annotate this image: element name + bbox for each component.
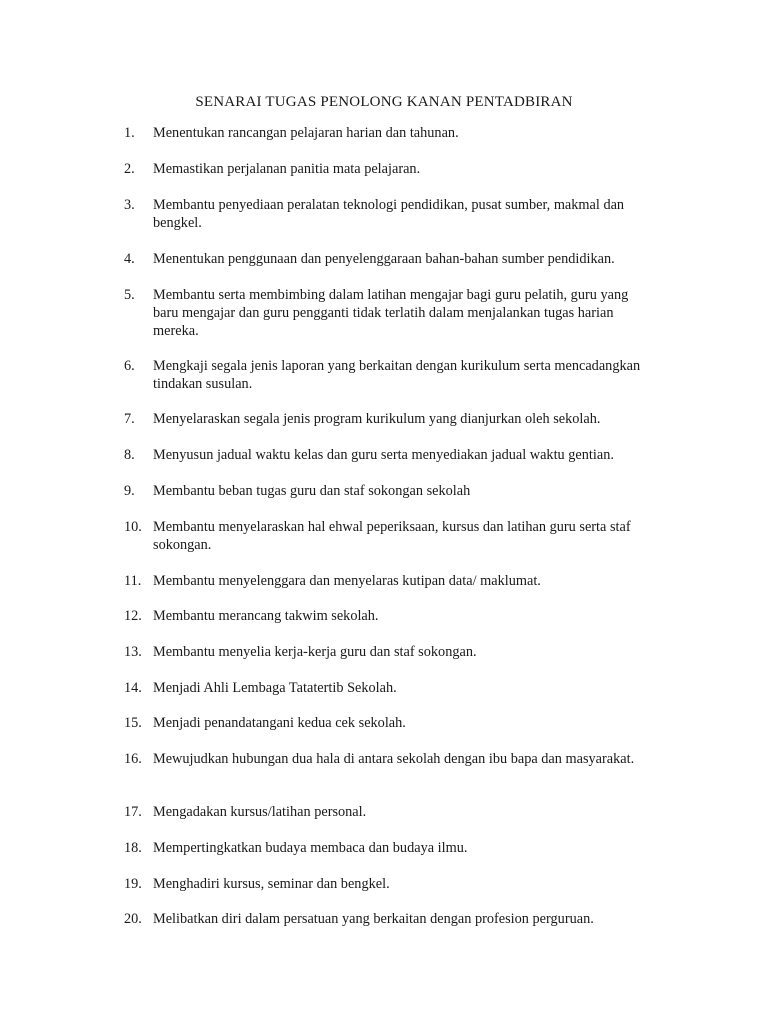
item-text: Menentukan rancangan pelajaran harian dan tahunan. [153,125,459,141]
item-number: 19. [124,876,142,892]
item-text: Membantu menyelia kerja-kerja guru dan staf sokongan. [153,644,477,660]
item-text: Mengadakan kursus/latihan personal. [153,804,367,820]
item-text: Membantu penyediaan peralatan teknologi pendidikan, pusat sumber, makmal dan bengkel. [153,197,625,231]
item-text: Menjadi Ahli Lembaga Tatatertib Sekolah. [153,680,397,696]
item-number: 2. [124,161,135,177]
item-number: 18. [124,840,142,856]
item-number: 1. [124,125,135,141]
item-text: Menghadiri kursus, seminar dan bengkel. [153,876,390,892]
item-text: Membantu serta membimbing dalam latihan mengajar bagi guru pelatih, guru yang baru mengajar dan guru pengganti tidak terlatih dalam menjalankan tugas harian mereka. [153,287,629,339]
item-text: Menentukan penggunaan dan penyelenggaraan bahan-bahan sumber pendidikan. [153,251,615,267]
item-number: 12. [124,608,142,624]
item-text: Menyelaraskan segala jenis program kurikulum yang dianjurkan oleh sekolah. [153,411,601,427]
item-text: Membantu menyelaraskan hal ehwal peperiksaan, kursus dan latihan guru serta staf sokongan. [153,519,631,553]
item-number: 14. [124,680,142,696]
item-text: Membantu beban tugas guru dan staf sokongan sekolah [153,483,471,499]
item-number: 11. [124,573,142,589]
item-number: 8. [124,447,135,463]
item-text: Mewujudkan hubungan dua hala di antara sekolah dengan ibu bapa dan masyarakat. [153,751,635,767]
item-number: 20. [124,911,142,927]
item-number: 3. [124,197,135,213]
item-text: Melibatkan diri dalam persatuan yang berkaitan dengan profesion perguruan. [153,911,594,927]
item-text: Menjadi penandatangani kedua cek sekolah. [153,715,406,731]
item-number: 5. [124,287,135,303]
item-text: Memastikan perjalanan panitia mata pelajaran. [153,161,421,177]
item-number: 16. [124,751,142,767]
item-text: Membantu merancang takwim sekolah. [153,608,379,624]
item-number: 9. [124,483,135,499]
item-text: Menyusun jadual waktu kelas dan guru serta menyediakan jadual waktu gentian. [153,447,614,463]
item-number: 4. [124,251,135,267]
item-number: 13. [124,644,142,660]
document-title: SENARAI TUGAS PENOLONG KANAN PENTADBIRAN [195,94,573,110]
item-text: Mempertingkatkan budaya membaca dan budaya ilmu. [153,840,468,856]
item-number: 17. [124,804,142,820]
item-number: 15. [124,715,142,731]
item-text: Membantu menyelenggara dan menyelaras kutipan data/ maklumat. [153,573,541,589]
item-text: Mengkaji segala jenis laporan yang berkaitan dengan kurikulum serta mencadangkan tindakan susulan. [153,358,641,392]
item-number: 10. [124,519,142,535]
item-number: 7. [124,411,135,427]
item-number: 6. [124,358,135,374]
